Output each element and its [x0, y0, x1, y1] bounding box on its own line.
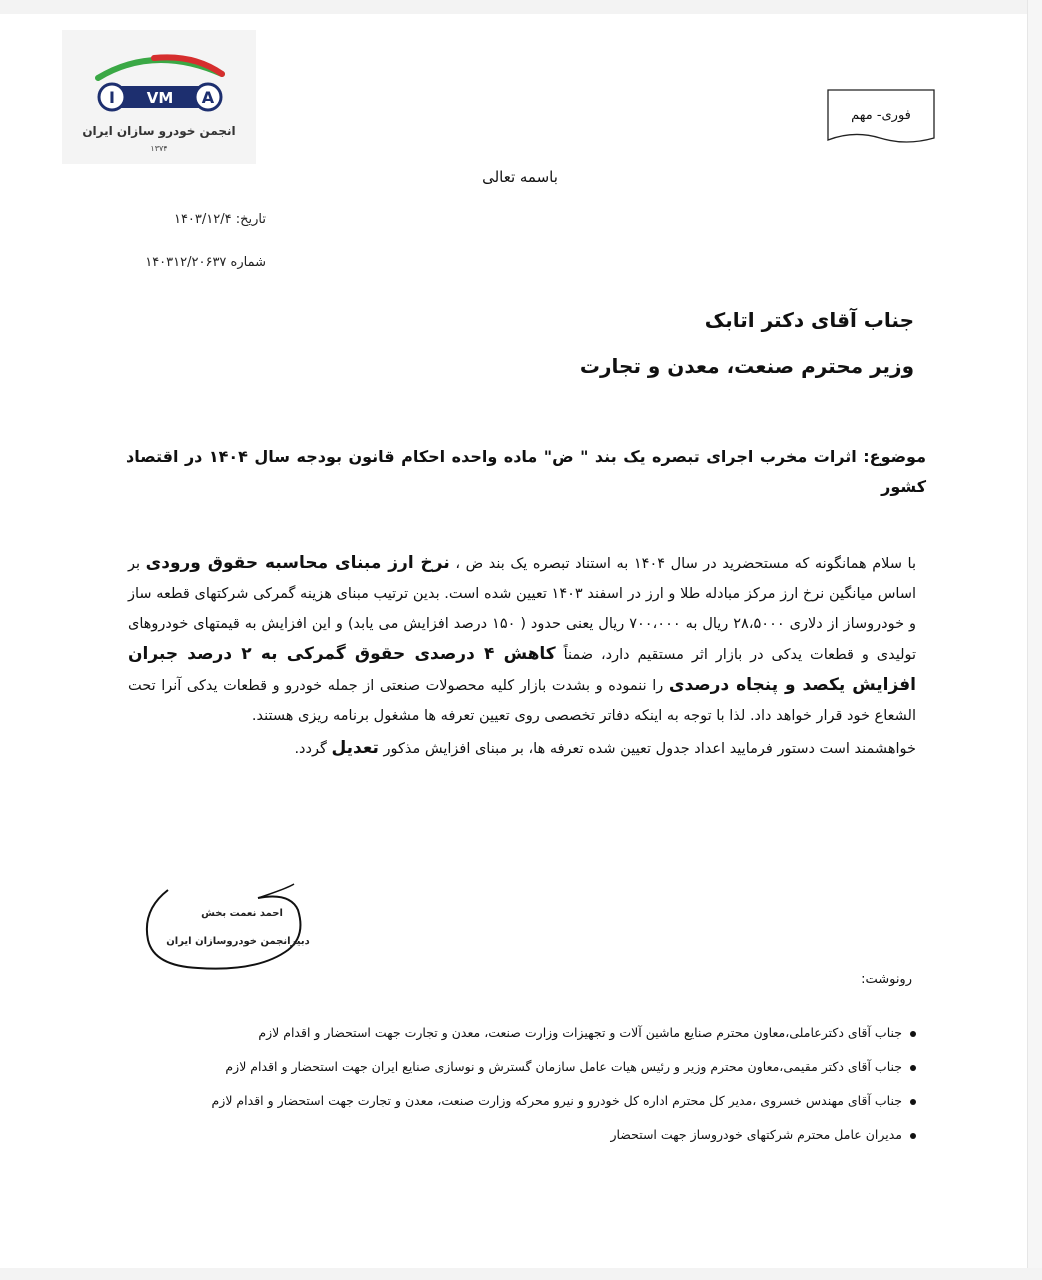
signatory-name: احمد نعمت بخش [201, 908, 283, 919]
cc-item [126, 1050, 916, 1084]
bullet-icon [910, 1031, 916, 1037]
cc-item [126, 1016, 916, 1050]
urgent-stamp [826, 88, 936, 146]
body-text-2: بر اساس میانگین نرخ ارز مرکز مبادله طلا و ارز در اسفند ۱۴۰۳ تعیین شده است. بدین ترتیب مبنای هزینه گمرکی شرکتهای قطعه ساز و خودروساز از دلاری ۲۸،۵۰۰۰ ریال به ۷۰۰،۰۰۰ ریال یعنی حدود ( ۱۵۰ درصد افزایش می یابد) و این افزایش به قیمتهای خودروهای تولیدی و قطعات یدکی در بازار اثر مستقیم دارد، ضمناً [128, 556, 917, 663]
bullet-icon [910, 1065, 916, 1071]
body-paragraph-2 [128, 733, 916, 764]
signatory-title: دبیرانجمن خودروسازان ایران [166, 936, 310, 947]
letter-body [128, 548, 916, 764]
letter-number: شماره ۱۴۰۳۱۲/۲۰۶۳۷ [145, 255, 266, 270]
scan-bottom-edge [0, 1268, 1042, 1280]
scan-top-edge [0, 0, 1042, 14]
logo-letter-a: A [201, 88, 215, 107]
body-paragraph-1 [128, 548, 916, 731]
scan-right-edge [1027, 0, 1042, 1280]
signature-block [138, 880, 322, 976]
cc-item [126, 1118, 916, 1152]
urgent-stamp-text: فوری- مهم [851, 108, 911, 123]
logo-org-name: انجمن خودرو سازان ایران [82, 124, 236, 138]
ivma-emblem-icon [84, 48, 234, 120]
logo-year: ۱۳۷۴ [150, 144, 168, 153]
addressee-name: جناب آقای دکتر اتابک [704, 308, 914, 332]
basmala: باسمه تعالی [482, 168, 558, 186]
signature-scribble-icon [138, 880, 322, 976]
body-text-3: را ننموده و بشدت بازار کلیه محصولات صنعتی از جمله خودرو و قطعات یدکی آنرا تحت الشعاع خود قرار خواهد داد. لذا با توجه به اینکه دفاتر تخصصی روی تعیین تعرفه ها مشغول برنامه ریزی هستند. [128, 678, 916, 724]
cc-item-text: جناب آقای دکترعاملی،معاون محترم صنایع ماشین آلات و تجهیزات وزارت صنعت، معدن و تجارت جهت استحضار و اقدام لازم [258, 1025, 902, 1040]
body-text-4: خواهشمند است دستور فرمایید اعداد جدول تعیین شده تعرفه ها، بر مبنای افزایش مذکور [383, 741, 916, 757]
letter-date: تاریخ: ۱۴۰۳/۱۲/۴ [173, 212, 266, 227]
body-text-1: با سلام همانگونه که مستحضرید در سال ۱۴۰۴ به استناد تبصره یک بند ض ، [455, 556, 917, 572]
bullet-icon [910, 1099, 916, 1105]
cc-item-text: جناب آقای دکتر مقیمی،معاون محترم وزیر و رئیس هیات عامل سازمان گسترش و نوسازی صنایع ایران جهت استحضار و اقدام لازم [225, 1059, 902, 1074]
addressee-title: وزیر محترم صنعت، معدن و تجارت [579, 354, 914, 378]
body-text-5: گردد. [294, 741, 327, 757]
logo-letter-i: I [109, 88, 115, 107]
letter-subject: موضوع: اثرات مخرب اجرای تبصره یک بند " ض" ماده واحده احکام قانون بودجه سال ۱۴۰۴ در اقتصاد کشور [126, 447, 926, 496]
body-bold-3: تعدیل [331, 738, 379, 758]
bullet-icon [910, 1133, 916, 1139]
body-bold-1: نرخ ارز مبنای محاسبه حقوق ورودی [145, 553, 450, 573]
cc-list [126, 1016, 916, 1152]
cc-item [126, 1084, 916, 1118]
cc-item-text: جناب آقای مهندس خسروی ،مدیر کل محترم اداره کل خودرو و نیرو محرکه وزارت صنعت، معدن و تجارت جهت استحضار و اقدام لازم [211, 1093, 902, 1108]
ivma-logo [62, 30, 256, 164]
cc-heading: رونوشت: [861, 972, 912, 987]
logo-letters-vm: VM [146, 89, 174, 107]
body-bold-2: کاهش ۴ درصدی حقوق گمرکی به ۲ درصد جبران افزایش یکصد و پنجاه درصدی [128, 644, 916, 695]
cc-item-text: مدیران عامل محترم شرکتهای خودروساز جهت استحضار [610, 1127, 902, 1142]
